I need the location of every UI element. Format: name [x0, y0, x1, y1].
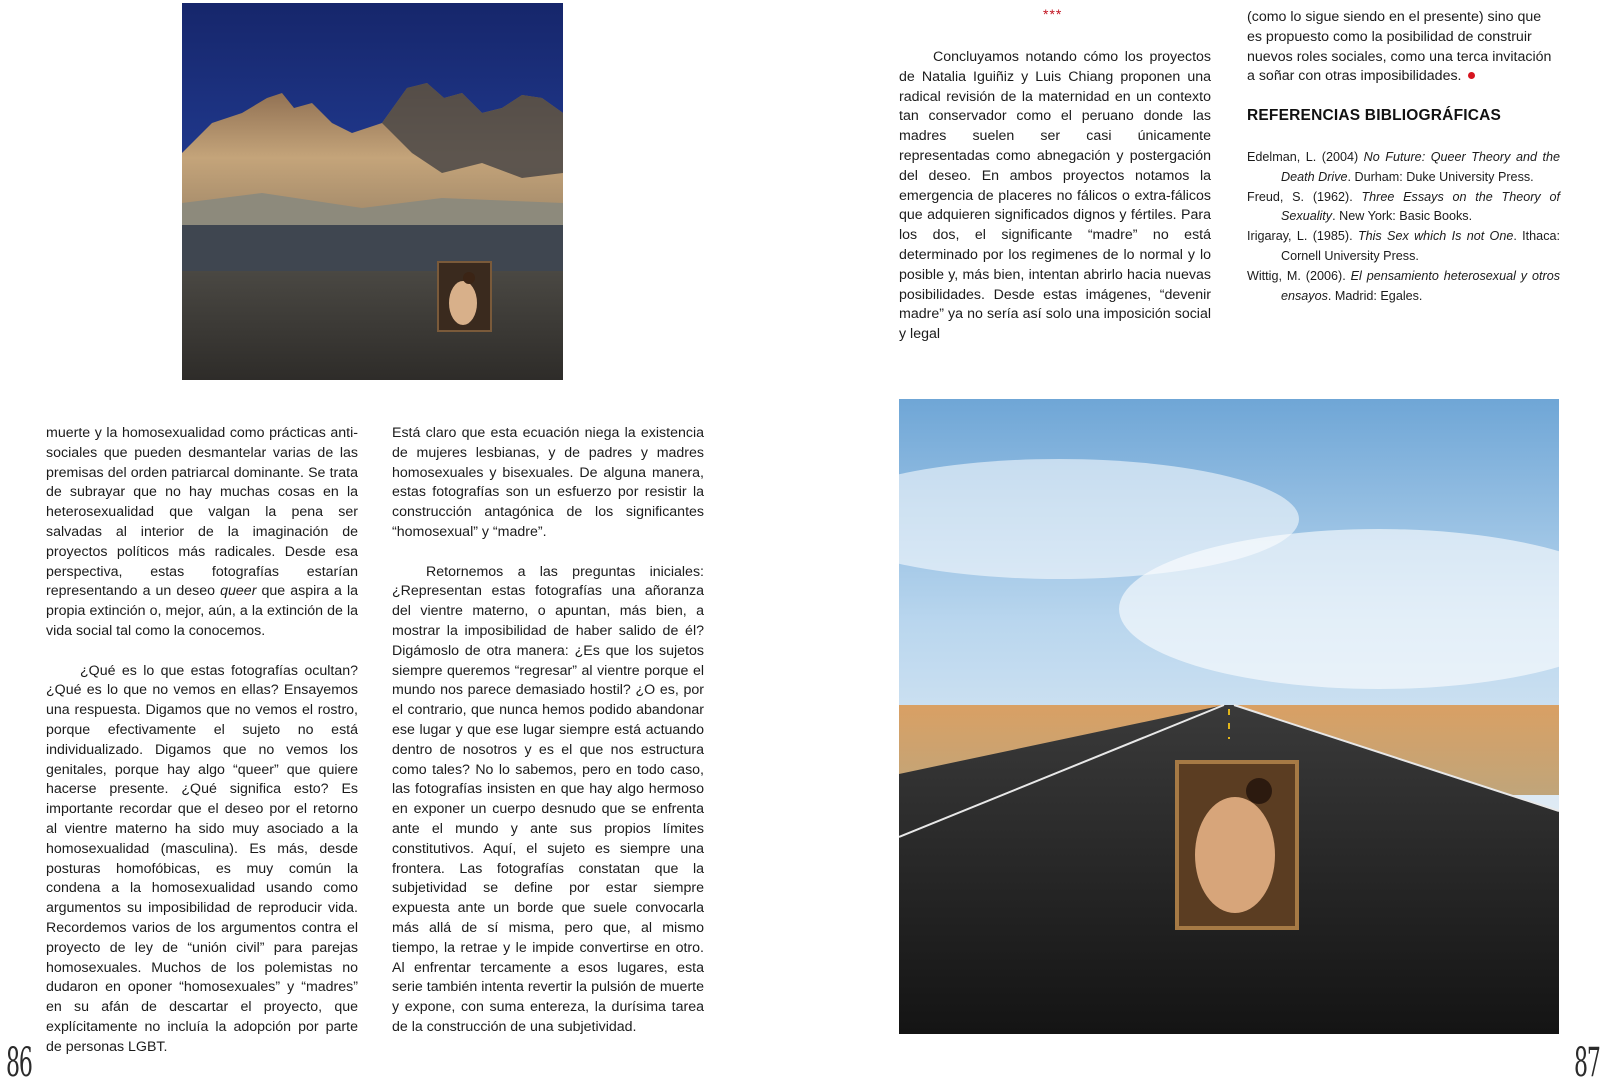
section-divider-stars: ***: [1043, 6, 1063, 22]
end-mark-icon: [1468, 72, 1475, 79]
right-column-2: [1247, 8, 1560, 87]
references-heading: REFERENCIAS BIBLIOGRÁFICAS: [1247, 107, 1502, 124]
paragraph: (como lo sigue siendo en el presente) sino que es propuesto como la posibilidad de construir nuevos roles sociales, como una terca invitación a soñar con otras imposibilidades.: [1247, 9, 1552, 85]
paragraph: ¿Qué es lo que estas fotografías ocultan? ¿Qué es lo que no vemos en ellas? Ensayemos una respuesta. Digamos que no vemos el rostro, porque efectivamente el sujeto no está individualizado. Digamos que no vemos los genitales, porque hay algo “queer” que quiere hacerse presente. ¿Qué significa esto? Es importante recordar que el deseo por el retorno al vientre materno ha sido muy asociado a la homosexualidad (masculina). Es más, desde posturas homofóbicas, es muy común la condena a la homosexualidad usando como argumentos su imposibilidad de reproducir vida. Recordemos varios de los argumentos contra el proyecto de ley de “unión civil” para parejas homosexuales. Muchos de los polemistas no dudaron en oponer “homosexuales” y “madres” en su afán de descartar el proyecto, que explícitamente no incluía la adopción por parte de personas LGBT.: [46, 662, 358, 1055]
left-column-1: [46, 424, 358, 1058]
photo-mountain-lake-box: [182, 3, 563, 380]
page-number-left: 86: [6, 1040, 32, 1086]
right-column-1: [899, 48, 1211, 345]
page-number-right: 87: [1574, 1040, 1600, 1086]
reference-item: Wittig, M. (2006). El pensamiento heterosexual y otros ensayos. Madrid: Egales.: [1247, 268, 1560, 303]
paragraph: Concluyamos notando cómo los proyectos de Natalia Iguiñiz y Luis Chiang proponen una radical revisión de la maternidad en un contexto tan conservador como el peruano donde las madres suelen ser casi únicamente representadas como abnegación y postergación del deseo. En ambos proyectos notamos la emergencia de placeres no fálicos o extra-fálicos que adquieren significados dignos y fértiles. Para los dos, el significante “madre” no está determinado por los regimenes de lo normal y lo posible y, más bien, intentan abrirlo hacia nuevas posibilidades. Desde estas imágenes, “devenir madre” ya no sería así solo una imposición social y legal: [899, 49, 1211, 343]
paragraph: Retornemos a las preguntas iniciales: ¿Representan estas fotografías una añoranza del vientre materno, o apuntan, más bien, a mostrar la imposibilidad de haber salido de él? Digámoslo de otra manera: ¿Es que los sujetos siempre queremos “regresar” al vientre porque el mundo nos parece demasiado hostil? ¿O es, por el contrario, que nunca hemos podido abandonar ese lugar y que ese lugar siempre está actuando dentro de nosotros y es el que nos estructura como tales? No lo sabemos, pero en todo caso, las fotografías insisten en que hay algo hermoso en exponer un cuerpo desnudo que se enfrenta ante el mundo y ante sus propios límites constitutivos. Aquí, el sujeto es siempre una frontera. Las fotografías constatan que la subjetividad se define por estar siempre expuesta ante un borde que suele convocarla más allá de sí misma, pero que, al mismo tiempo, la retrae y le impide convertirse en otro. Al enfrentar tercamente a esos lugares, esta serie también intenta revertir la pulsión de muerte y expone, con suma entereza, la durísima tarea de la construcción de una subjetividad.: [392, 563, 704, 1035]
paragraph: muerte y la homosexualidad como prácticas anti-sociales que pueden desmantelar varias de las premisas del orden patriarcal dominante. Se trata de subrayar que no hay muchas cosas en la heterosexualidad que valgan la pena ser salvadas al interior de la imaginación de proyectos políticos más radicales. Desde esa perspectiva, estas fotografías estarían representando a un deseo queer que aspira a la propia extinción o, mejor, aún, a la extinción de la vida social tal como la conocemos.: [46, 425, 358, 639]
reference-item: Freud, S. (1962). Three Essays on the Theory of Sexuality. New York: Basic Books.: [1247, 189, 1560, 224]
reference-item: Edelman, L. (2004) No Future: Queer Theory and the Death Drive. Durham: Duke University Press.: [1247, 150, 1560, 184]
photo-road-box: [899, 399, 1559, 1034]
paragraph: Está claro que esta ecuación niega la existencia de mujeres lesbianas, y de padres y madres homosexuales y bisexuales. De alguna manera, estas fotografías son un esfuerzo por resistir la construcción antagónica de los significantes “homosexual” y “madre”.: [392, 425, 704, 540]
reference-item: Irigaray, L. (1985). This Sex which Is not One. Ithaca: Cornell University Press.: [1247, 229, 1560, 263]
left-column-2: [392, 424, 704, 1038]
references-list: [1247, 148, 1560, 306]
